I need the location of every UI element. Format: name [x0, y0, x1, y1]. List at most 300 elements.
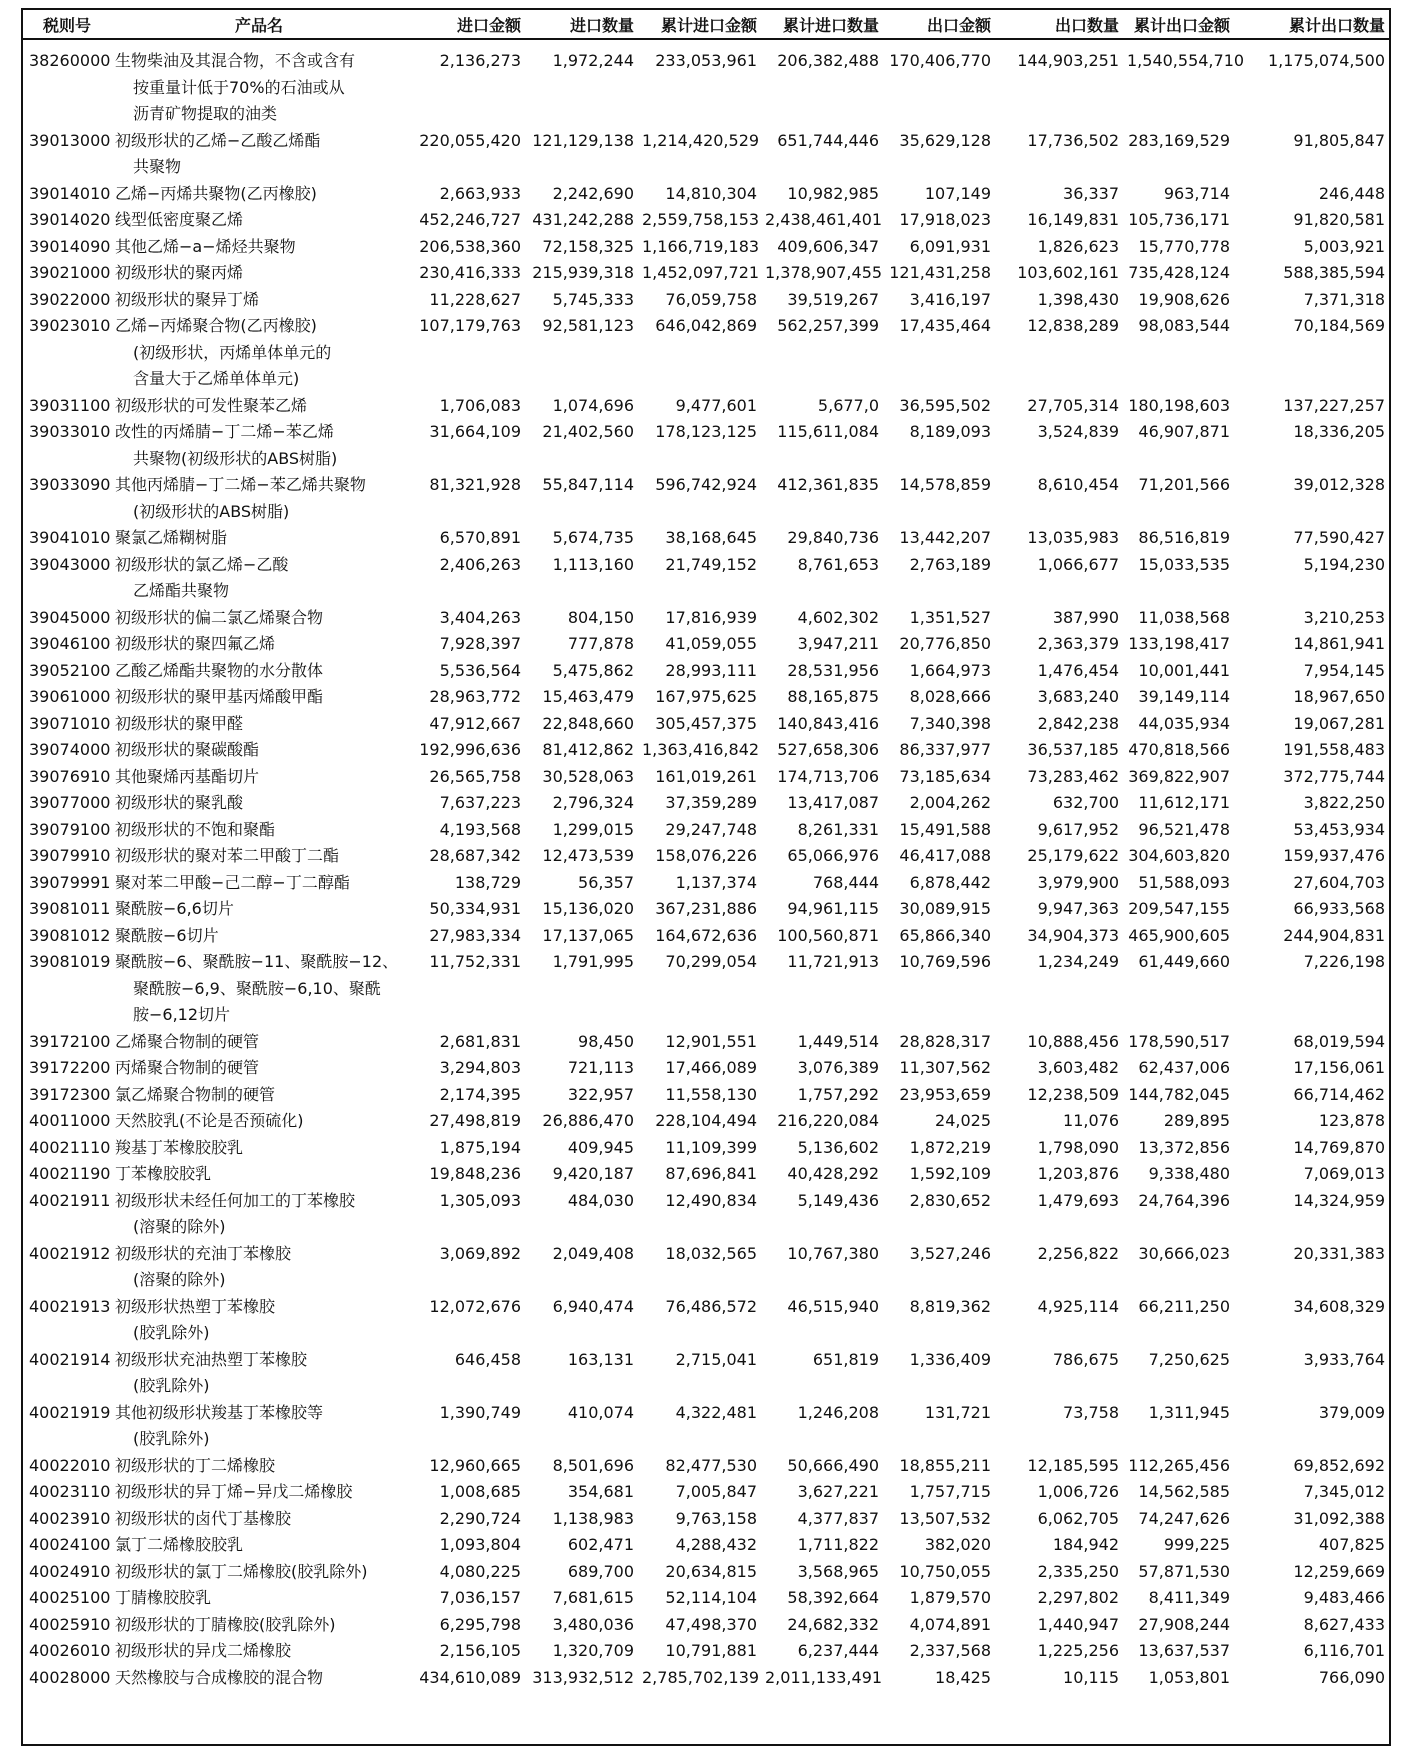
table-row	[23, 1400, 1389, 1453]
cumulative-import-quantity-cell: 140,843,416	[777, 713, 879, 733]
cumulative-export-quantity-cell: 159,937,476	[1283, 846, 1385, 865]
export-quantity-cell: 632,700	[1052, 793, 1119, 812]
tariff-code-cell: 39071010	[29, 713, 111, 733]
product-name-cell	[111, 949, 407, 1029]
product-name-line: (胶乳除外)	[133, 1376, 210, 1395]
export-quantity-cell: 9,947,363	[1037, 899, 1119, 918]
cumulative-export-quantity-cell: 18,336,205	[1293, 422, 1385, 441]
product-name-cell	[111, 1612, 407, 1639]
product-name-line: 聚酰胺−6、聚酰胺−11、聚酰胺−12、	[115, 952, 399, 971]
product-name-line: 初级形状的聚乳酸	[115, 793, 244, 812]
export-quantity-cell: 1,066,677	[1037, 554, 1119, 574]
export-quantity-cell: 8,610,454	[1037, 475, 1119, 494]
import-value-cell: 6,295,798	[439, 1614, 521, 1634]
cumulative-import-value-cell: 82,477,530	[665, 1455, 757, 1475]
export-value-cell: 382,020	[924, 1535, 991, 1554]
cumulative-export-value-cell: 470,818,566	[1128, 740, 1230, 759]
cumulative-import-value-cell: 596,742,924	[655, 475, 757, 494]
tariff-code-cell: 39043000	[29, 554, 111, 574]
product-name-line: 初级形状的异戊二烯橡胶	[115, 1641, 292, 1660]
import-quantity-cell: 1,791,995	[552, 952, 634, 971]
header-cumulative-import-quantity[interactable]: 累计进口数量	[761, 10, 883, 39]
header-cumulative-export-value[interactable]: 累计出口金额	[1123, 10, 1234, 39]
import-quantity-cell: 121,129,138	[532, 130, 634, 150]
product-name-line: (溶聚的除外)	[133, 1270, 226, 1289]
cumulative-export-value-cell: 86,516,819	[1138, 528, 1230, 547]
table-row	[23, 684, 1389, 711]
product-name-line: 聚酰胺−6,6切片	[115, 899, 234, 918]
cumulative-export-value-cell: 133,198,417	[1128, 634, 1230, 653]
cumulative-import-value-cell: 233,053,961	[655, 51, 757, 70]
header-tariff-code[interactable]: 税则号	[23, 10, 111, 39]
cumulative-import-value-cell: 7,005,847	[675, 1482, 757, 1501]
cumulative-export-value-cell: 74,247,626	[1138, 1508, 1230, 1528]
import-quantity-cell: 5,745,333	[552, 289, 634, 309]
tariff-code-cell: 39014020	[29, 210, 111, 229]
cumulative-import-value-cell: 1,137,374	[675, 872, 757, 892]
product-name-cell	[111, 790, 407, 817]
cumulative-import-value-cell: 158,076,226	[655, 846, 757, 865]
table-row	[23, 790, 1389, 817]
cumulative-export-value-cell: 15,033,535	[1138, 554, 1230, 574]
table-row	[23, 39, 1389, 128]
import-quantity-cell: 56,357	[578, 872, 634, 892]
cumulative-export-value-cell: 96,521,478	[1138, 819, 1230, 839]
cumulative-import-value-cell: 52,114,104	[665, 1588, 757, 1607]
export-quantity-cell: 12,238,509	[1027, 1084, 1119, 1104]
cumulative-import-value-cell: 1,363,416,842	[642, 740, 760, 759]
export-value-cell: 65,866,340	[899, 925, 991, 945]
tariff-code-cell: 40021913	[29, 1296, 111, 1316]
cumulative-export-value-cell: 1,311,945	[1148, 1402, 1230, 1422]
tariff-code-cell: 39172200	[29, 1058, 111, 1077]
cumulative-import-quantity-cell: 46,515,940	[787, 1296, 879, 1316]
cumulative-import-quantity-cell: 562,257,399	[777, 316, 879, 335]
cumulative-import-quantity-cell: 8,761,653	[797, 554, 879, 574]
cumulative-import-value-cell: 87,696,841	[665, 1164, 757, 1183]
import-value-cell: 28,963,772	[429, 687, 521, 706]
cumulative-export-value-cell: 105,736,171	[1128, 210, 1230, 229]
import-quantity-cell: 777,878	[567, 634, 634, 653]
cumulative-export-quantity-cell: 379,009	[1318, 1402, 1385, 1422]
cumulative-import-value-cell: 1,214,420,529	[642, 130, 760, 150]
tariff-code-cell: 39023010	[29, 316, 111, 335]
product-name-cell	[111, 684, 407, 711]
cumulative-export-value-cell: 112,265,456	[1128, 1455, 1230, 1475]
cumulative-export-value-cell: 46,907,871	[1138, 422, 1230, 441]
product-name-cell	[111, 472, 407, 525]
export-quantity-cell: 387,990	[1052, 607, 1119, 627]
cumulative-export-quantity-cell: 9,483,466	[1303, 1588, 1385, 1607]
tariff-code-cell: 39014090	[29, 236, 111, 256]
cumulative-export-value-cell: 289,895	[1163, 1111, 1230, 1130]
cumulative-import-quantity-cell: 8,261,331	[797, 819, 879, 839]
tariff-code-cell: 40028000	[29, 1667, 111, 1687]
tariff-code-cell: 40025910	[29, 1614, 111, 1634]
cumulative-import-quantity-cell: 768,444	[812, 872, 879, 892]
cumulative-import-quantity-cell: 3,947,211	[797, 634, 879, 653]
export-quantity-cell: 4,925,114	[1037, 1296, 1119, 1316]
import-quantity-cell: 689,700	[567, 1561, 634, 1581]
cumulative-import-quantity-cell: 206,382,488	[777, 51, 879, 70]
cumulative-import-quantity-cell: 2,438,461,401	[765, 210, 883, 229]
cumulative-export-value-cell: 24,764,396	[1138, 1190, 1230, 1210]
product-name-line: 其他乙烯−a−烯烃共聚物	[115, 236, 296, 256]
table-row	[23, 181, 1389, 208]
import-value-cell: 2,136,273	[439, 51, 521, 70]
table-row	[23, 1506, 1389, 1533]
export-quantity-cell: 144,903,251	[1017, 51, 1119, 70]
table-row	[23, 1294, 1389, 1347]
tariff-code-cell: 40021190	[29, 1164, 111, 1183]
import-value-cell: 1,008,685	[439, 1482, 521, 1501]
import-quantity-cell: 313,932,512	[532, 1667, 634, 1687]
import-value-cell: 1,093,804	[439, 1535, 521, 1554]
import-value-cell: 3,294,803	[439, 1058, 521, 1077]
header-import-quantity[interactable]: 进口数量	[525, 10, 638, 39]
product-name-cell	[111, 1161, 407, 1188]
import-value-cell: 11,228,627	[429, 289, 521, 309]
cumulative-import-value-cell: 29,247,748	[665, 819, 757, 839]
header-import-value[interactable]: 进口金额	[407, 10, 525, 39]
cumulative-import-quantity-cell: 3,076,389	[797, 1058, 879, 1077]
header-export-value[interactable]: 出口金额	[883, 10, 995, 39]
export-quantity-cell: 25,179,622	[1027, 846, 1119, 865]
table-row	[23, 207, 1389, 234]
export-value-cell: 18,425	[935, 1667, 991, 1687]
product-name-cell	[111, 817, 407, 844]
export-quantity-cell: 36,537,185	[1027, 740, 1119, 759]
cumulative-export-quantity-cell: 19,067,281	[1293, 713, 1385, 733]
import-quantity-cell: 409,945	[567, 1137, 634, 1157]
product-name-line: 改性的丙烯腈−丁二烯−苯乙烯	[115, 422, 334, 441]
cumulative-import-quantity-cell: 1,711,822	[797, 1535, 879, 1554]
table-row	[23, 817, 1389, 844]
export-quantity-cell: 3,683,240	[1037, 687, 1119, 706]
export-quantity-cell: 1,398,430	[1037, 289, 1119, 309]
cumulative-import-value-cell: 41,059,055	[665, 634, 757, 653]
table-row	[23, 1347, 1389, 1400]
cumulative-import-quantity-cell: 50,666,490	[787, 1455, 879, 1475]
export-value-cell: 1,872,219	[909, 1137, 991, 1157]
cumulative-export-quantity-cell: 18,967,650	[1293, 687, 1385, 706]
tariff-code-cell: 40021914	[29, 1349, 111, 1369]
cumulative-import-quantity-cell: 88,165,875	[787, 687, 879, 706]
cumulative-import-quantity-cell: 10,767,380	[787, 1243, 879, 1263]
product-name-cell	[111, 1479, 407, 1506]
table-row	[23, 737, 1389, 764]
product-name-line: 线型低密度聚乙烯	[115, 210, 244, 229]
product-name-line: (胶乳除外)	[133, 1429, 210, 1448]
product-name-line: 初级形状的聚甲基丙烯酸甲酯	[115, 687, 324, 706]
import-value-cell: 27,983,334	[429, 925, 521, 945]
cumulative-export-quantity-cell: 8,627,433	[1303, 1614, 1385, 1634]
cumulative-import-value-cell: 646,042,869	[655, 316, 757, 335]
product-name-cell	[111, 1453, 407, 1480]
cumulative-export-value-cell: 30,666,023	[1138, 1243, 1230, 1263]
export-value-cell: 23,953,659	[899, 1084, 991, 1104]
export-quantity-cell: 3,524,839	[1037, 422, 1119, 441]
product-name-line: 乙烯−丙烯聚合物(乙丙橡胶)	[115, 316, 317, 335]
tariff-code-cell: 40021919	[29, 1402, 111, 1422]
export-value-cell: 10,769,596	[899, 952, 991, 971]
product-name-line: (溶聚的除外)	[133, 1217, 226, 1236]
cumulative-import-value-cell: 11,558,130	[665, 1084, 757, 1104]
tariff-code-cell: 40023910	[29, 1508, 111, 1528]
export-value-cell: 3,416,197	[909, 289, 991, 309]
cumulative-import-value-cell: 228,104,494	[655, 1111, 757, 1130]
export-value-cell: 20,776,850	[899, 634, 991, 653]
product-name-line: 初级形状的丁腈橡胶(胶乳除外)	[115, 1614, 336, 1634]
import-value-cell: 28,687,342	[429, 846, 521, 865]
product-name-cell	[111, 923, 407, 950]
import-value-cell: 4,080,225	[439, 1561, 521, 1581]
cumulative-export-quantity-cell: 372,775,744	[1283, 766, 1385, 786]
export-value-cell: 121,431,258	[889, 263, 991, 282]
cumulative-export-quantity-cell: 3,210,253	[1303, 607, 1385, 627]
product-name-line: 初级形状的可发性聚苯乙烯	[115, 395, 308, 415]
import-quantity-cell: 17,137,065	[542, 925, 634, 945]
cumulative-import-quantity-cell: 58,392,664	[787, 1588, 879, 1607]
export-quantity-cell: 12,838,289	[1027, 316, 1119, 335]
cumulative-export-value-cell: 11,038,568	[1138, 607, 1230, 627]
tariff-code-cell: 39079991	[29, 872, 111, 892]
table-row	[23, 1559, 1389, 1586]
table-row	[23, 234, 1389, 261]
tariff-code-cell: 39041010	[29, 528, 111, 547]
tariff-code-cell: 39076910	[29, 766, 111, 786]
cumulative-import-value-cell: 37,359,289	[665, 793, 757, 812]
cumulative-import-value-cell: 18,032,565	[665, 1243, 757, 1263]
cumulative-import-value-cell: 305,457,375	[655, 713, 757, 733]
product-name-line: 共聚物	[133, 157, 182, 176]
tariff-code-cell: 39079910	[29, 846, 111, 865]
product-name-cell	[111, 737, 407, 764]
export-quantity-cell: 1,826,623	[1037, 236, 1119, 256]
product-name-cell	[111, 1585, 407, 1612]
import-quantity-cell: 98,450	[578, 1031, 634, 1051]
cumulative-export-value-cell: 15,770,778	[1138, 236, 1230, 256]
tariff-code-cell: 39081012	[29, 925, 111, 945]
table-row	[23, 843, 1389, 870]
cumulative-import-quantity-cell: 5,136,602	[797, 1137, 879, 1157]
import-value-cell: 3,404,263	[439, 607, 521, 627]
import-value-cell: 107,179,763	[419, 316, 521, 335]
product-name-cell	[111, 1506, 407, 1533]
product-name-line: 聚对苯二甲酸−己二醇−丁二醇酯	[115, 872, 350, 892]
export-value-cell: 1,592,109	[909, 1164, 991, 1183]
cumulative-import-value-cell: 76,059,758	[665, 289, 757, 309]
export-value-cell: 1,336,409	[909, 1349, 991, 1369]
product-name-cell	[111, 605, 407, 632]
header-cumulative-import-value[interactable]: 累计进口金额	[638, 10, 761, 39]
product-name-cell	[111, 1055, 407, 1082]
product-name-line: 丙烯聚合物制的硬管	[115, 1058, 260, 1077]
tariff-code-cell: 40021110	[29, 1137, 111, 1157]
cumulative-import-value-cell: 12,490,834	[665, 1190, 757, 1210]
import-value-cell: 2,406,263	[439, 554, 521, 574]
table-row	[23, 393, 1389, 420]
table-row	[23, 1161, 1389, 1188]
cumulative-export-quantity-cell: 7,954,145	[1303, 660, 1385, 680]
export-quantity-cell: 3,979,900	[1037, 872, 1119, 892]
import-quantity-cell: 81,412,862	[542, 740, 634, 759]
product-name-cell	[111, 1347, 407, 1400]
cumulative-import-value-cell: 178,123,125	[655, 422, 757, 441]
cumulative-import-value-cell: 4,288,432	[675, 1535, 757, 1554]
cumulative-export-quantity-cell: 91,805,847	[1293, 130, 1385, 150]
product-name-line: 聚酰胺−6切片	[115, 925, 219, 945]
product-name-line: 其他丙烯腈−丁二烯−苯乙烯共聚物	[115, 475, 366, 494]
export-quantity-cell: 13,035,983	[1027, 528, 1119, 547]
cumulative-import-quantity-cell: 29,840,736	[787, 528, 879, 547]
export-quantity-cell: 36,337	[1063, 183, 1119, 203]
export-quantity-cell: 6,062,705	[1037, 1508, 1119, 1528]
import-quantity-cell: 2,242,690	[552, 183, 634, 203]
product-name-cell	[111, 870, 407, 897]
table-row	[23, 552, 1389, 605]
tariff-code-cell: 39052100	[29, 660, 111, 680]
cumulative-import-quantity-cell: 527,658,306	[777, 740, 879, 759]
product-name-cell	[111, 631, 407, 658]
import-value-cell: 26,565,758	[429, 766, 521, 786]
export-value-cell: 73,185,634	[899, 766, 991, 786]
cumulative-export-quantity-cell: 6,116,701	[1303, 1641, 1385, 1660]
cumulative-import-value-cell: 4,322,481	[675, 1402, 757, 1422]
product-name-cell	[111, 1532, 407, 1559]
export-value-cell: 6,091,931	[909, 236, 991, 256]
product-name-line: 氯乙烯聚合物制的硬管	[115, 1084, 276, 1104]
import-quantity-cell: 721,113	[567, 1058, 634, 1077]
import-value-cell: 4,193,568	[439, 819, 521, 839]
tariff-code-cell: 39033010	[29, 422, 111, 441]
import-quantity-cell: 55,847,114	[542, 475, 634, 494]
cumulative-import-quantity-cell: 5,149,436	[797, 1190, 879, 1210]
cumulative-export-value-cell: 144,782,045	[1128, 1084, 1230, 1104]
header-export-quantity[interactable]: 出口数量	[995, 10, 1123, 39]
export-value-cell: 170,406,770	[889, 51, 991, 70]
cumulative-import-value-cell: 2,785,702,139	[642, 1667, 760, 1687]
export-value-cell: 6,878,442	[909, 872, 991, 892]
table-row	[23, 896, 1389, 923]
cumulative-export-value-cell: 1,540,554,710	[1127, 51, 1245, 70]
export-value-cell: 3,527,246	[909, 1243, 991, 1263]
export-value-cell: 2,337,568	[909, 1641, 991, 1660]
import-quantity-cell: 12,473,539	[542, 846, 634, 865]
header-product-name[interactable]: 产品名	[111, 10, 407, 39]
import-value-cell: 5,536,564	[439, 660, 521, 680]
cumulative-import-value-cell: 38,168,645	[665, 528, 757, 547]
export-value-cell: 8,028,666	[909, 687, 991, 706]
export-value-cell: 36,595,502	[899, 395, 991, 415]
cumulative-export-quantity-cell: 70,184,569	[1293, 316, 1385, 335]
cumulative-export-quantity-cell: 66,714,462	[1293, 1084, 1385, 1104]
cumulative-import-value-cell: 17,816,939	[665, 607, 757, 627]
cumulative-export-value-cell: 13,372,856	[1138, 1137, 1230, 1157]
cumulative-import-quantity-cell: 24,682,332	[787, 1614, 879, 1634]
cumulative-export-quantity-cell: 66,933,568	[1293, 899, 1385, 918]
export-value-cell: 107,149	[924, 183, 991, 203]
cumulative-export-quantity-cell: 766,090	[1318, 1667, 1385, 1687]
table-row	[23, 949, 1389, 1029]
cumulative-import-value-cell: 10,791,881	[665, 1641, 757, 1660]
cumulative-export-value-cell: 61,449,660	[1138, 952, 1230, 971]
import-quantity-cell: 72,158,325	[542, 236, 634, 256]
import-value-cell: 47,912,667	[429, 713, 521, 733]
product-name-line: 初级形状的丁二烯橡胶	[115, 1455, 276, 1475]
tariff-code-cell: 39079100	[29, 819, 111, 839]
table-header-row	[23, 10, 1389, 39]
cumulative-export-value-cell: 283,169,529	[1128, 130, 1230, 150]
product-name-cell	[111, 1135, 407, 1162]
product-name-cell	[111, 764, 407, 791]
import-value-cell: 138,729	[454, 872, 521, 892]
cumulative-import-quantity-cell: 3,627,221	[797, 1482, 879, 1501]
cumulative-export-value-cell: 71,201,566	[1138, 475, 1230, 494]
product-name-line: 丁腈橡胶胶乳	[115, 1588, 212, 1607]
cumulative-import-quantity-cell: 115,611,084	[777, 422, 879, 441]
export-value-cell: 11,307,562	[899, 1058, 991, 1077]
cumulative-import-value-cell: 12,901,551	[665, 1031, 757, 1051]
cumulative-export-quantity-cell: 244,904,831	[1283, 925, 1385, 945]
table-row	[23, 1612, 1389, 1639]
export-quantity-cell: 1,476,454	[1037, 660, 1119, 680]
tariff-code-cell: 40026010	[29, 1641, 111, 1660]
product-name-line: 初级形状的聚对苯二甲酸丁二酯	[115, 846, 340, 865]
table-row	[23, 605, 1389, 632]
cumulative-import-value-cell: 76,486,572	[665, 1296, 757, 1316]
table-row	[23, 1532, 1389, 1559]
cumulative-export-value-cell: 963,714	[1163, 183, 1230, 203]
export-value-cell: 86,337,977	[899, 740, 991, 759]
export-quantity-cell: 9,617,952	[1037, 819, 1119, 839]
import-quantity-cell: 15,463,479	[542, 687, 634, 706]
export-value-cell: 2,830,652	[909, 1190, 991, 1210]
export-quantity-cell: 17,736,502	[1027, 130, 1119, 150]
import-quantity-cell: 410,074	[567, 1402, 634, 1422]
cumulative-export-quantity-cell: 407,825	[1318, 1535, 1385, 1554]
table-row	[23, 1082, 1389, 1109]
cumulative-import-quantity-cell: 4,602,302	[797, 607, 879, 627]
product-name-cell	[111, 1665, 407, 1692]
product-name-cell	[111, 128, 407, 181]
product-name-line: 乙酸乙烯酯共聚物的水分散体	[115, 660, 324, 680]
import-quantity-cell: 21,402,560	[542, 422, 634, 441]
export-quantity-cell: 2,842,238	[1037, 713, 1119, 733]
export-value-cell: 4,074,891	[909, 1614, 991, 1634]
export-value-cell: 28,828,317	[899, 1031, 991, 1051]
export-quantity-cell: 34,904,373	[1027, 925, 1119, 945]
import-value-cell: 2,663,933	[439, 183, 521, 203]
import-value-cell: 2,174,395	[439, 1084, 521, 1104]
export-quantity-cell: 2,297,802	[1037, 1588, 1119, 1607]
table-row	[23, 313, 1389, 393]
cumulative-export-quantity-cell: 246,448	[1318, 183, 1385, 203]
export-quantity-cell: 786,675	[1052, 1349, 1119, 1369]
cumulative-import-quantity-cell: 6,237,444	[797, 1641, 879, 1660]
cumulative-import-quantity-cell: 651,744,446	[777, 130, 879, 150]
table-row	[23, 1638, 1389, 1665]
export-value-cell: 30,089,915	[899, 899, 991, 918]
export-quantity-cell: 10,888,456	[1027, 1031, 1119, 1051]
export-quantity-cell: 1,006,726	[1037, 1482, 1119, 1501]
import-quantity-cell: 431,242,288	[532, 210, 634, 229]
cumulative-export-value-cell: 62,437,006	[1138, 1058, 1230, 1077]
product-name-line: 初级形状的聚异丁烯	[115, 289, 260, 309]
header-cumulative-export-quantity[interactable]: 累计出口数量	[1234, 10, 1389, 39]
cumulative-import-value-cell: 47,498,370	[665, 1614, 757, 1634]
import-quantity-cell: 1,299,015	[552, 819, 634, 839]
